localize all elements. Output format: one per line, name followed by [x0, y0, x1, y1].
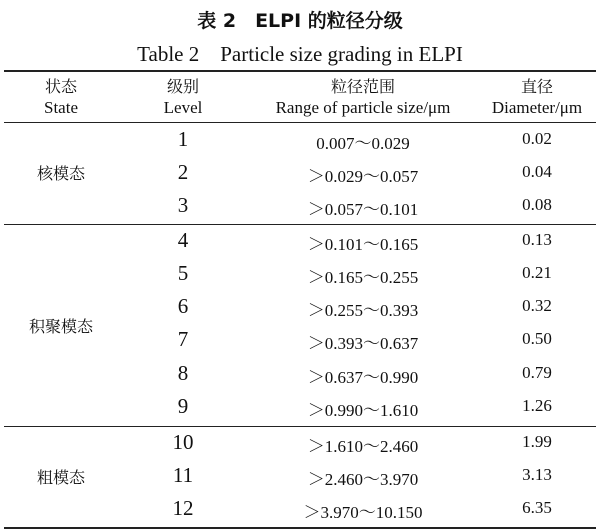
diameter-cell: 3.13 [522, 465, 552, 484]
diameter-cell: 0.50 [522, 329, 552, 348]
level-cell: 1 [177, 127, 189, 151]
header-state-en: State [44, 98, 78, 117]
range-cell: ＞0.393～0.637 [307, 334, 419, 353]
level-cell: 10 [172, 430, 194, 454]
range-cell: ＞0.165～0.255 [307, 268, 419, 287]
group-rule [4, 426, 596, 427]
diameter-cell: 0.21 [522, 263, 552, 282]
diameter-cell: 0.13 [522, 230, 552, 249]
range-cell: ＞0.990～1.610 [307, 401, 419, 420]
diameter-cell: 1.99 [522, 432, 552, 451]
state-label: 核模态 [36, 164, 85, 183]
header-range-en: Range of particle size/μm [275, 98, 451, 117]
header-diameter [478, 76, 596, 118]
header-level-cn: 级别 [166, 77, 199, 96]
range-cell: ＞3.970～10.150 [303, 503, 423, 522]
diameter-cell: 0.02 [522, 129, 552, 148]
diameter-cell: 6.35 [522, 498, 552, 517]
level-cell: 5 [177, 261, 189, 285]
state-label: 积聚模态 [28, 317, 93, 336]
diameter-cell: 0.04 [522, 162, 552, 181]
header-level-en: Level [163, 98, 203, 117]
header-state [4, 76, 118, 118]
level-cell: 2 [177, 160, 189, 184]
range-cell: ＞1.610～2.460 [307, 437, 419, 456]
range-cell: ＞0.637～0.990 [307, 368, 419, 387]
header-state-cn: 状态 [44, 77, 77, 96]
header-range-cn: 粒径范围 [330, 77, 395, 96]
header-diameter-en: Diameter/μm [491, 98, 583, 117]
header-rule [4, 122, 596, 123]
table-title-cn: 表 2 ELPI 的粒径分级 [197, 10, 403, 32]
diameter-cell: 1.26 [522, 396, 552, 415]
group-rule [4, 224, 596, 225]
range-cell: ＞0.029～0.057 [307, 167, 419, 186]
level-cell: 4 [177, 228, 189, 252]
diameter-cell: 0.08 [522, 195, 552, 214]
header-diameter-cn: 直径 [520, 77, 553, 96]
table-title-en: Table 2 Particle size grading in ELPI [137, 42, 463, 66]
range-cell: 0.007～0.029 [316, 134, 410, 153]
level-cell: 12 [172, 496, 194, 520]
range-cell: ＞2.460～3.970 [307, 470, 419, 489]
header-range [248, 76, 478, 118]
range-cell: ＞0.057～0.101 [307, 200, 419, 219]
header-level [118, 76, 248, 118]
diameter-cell: 0.32 [522, 296, 552, 315]
level-cell: 8 [177, 361, 189, 385]
range-cell: ＞0.255～0.393 [307, 301, 419, 320]
level-cell: 11 [172, 463, 194, 487]
level-cell: 3 [177, 193, 189, 217]
state-label: 粗模态 [36, 468, 85, 487]
level-cell: 6 [177, 294, 189, 318]
diameter-cell: 0.79 [522, 363, 552, 382]
range-cell: ＞0.101～0.165 [307, 235, 419, 254]
top-rule [4, 70, 596, 72]
level-cell: 9 [177, 394, 189, 418]
level-cell: 7 [177, 327, 189, 351]
bottom-rule [4, 527, 596, 529]
